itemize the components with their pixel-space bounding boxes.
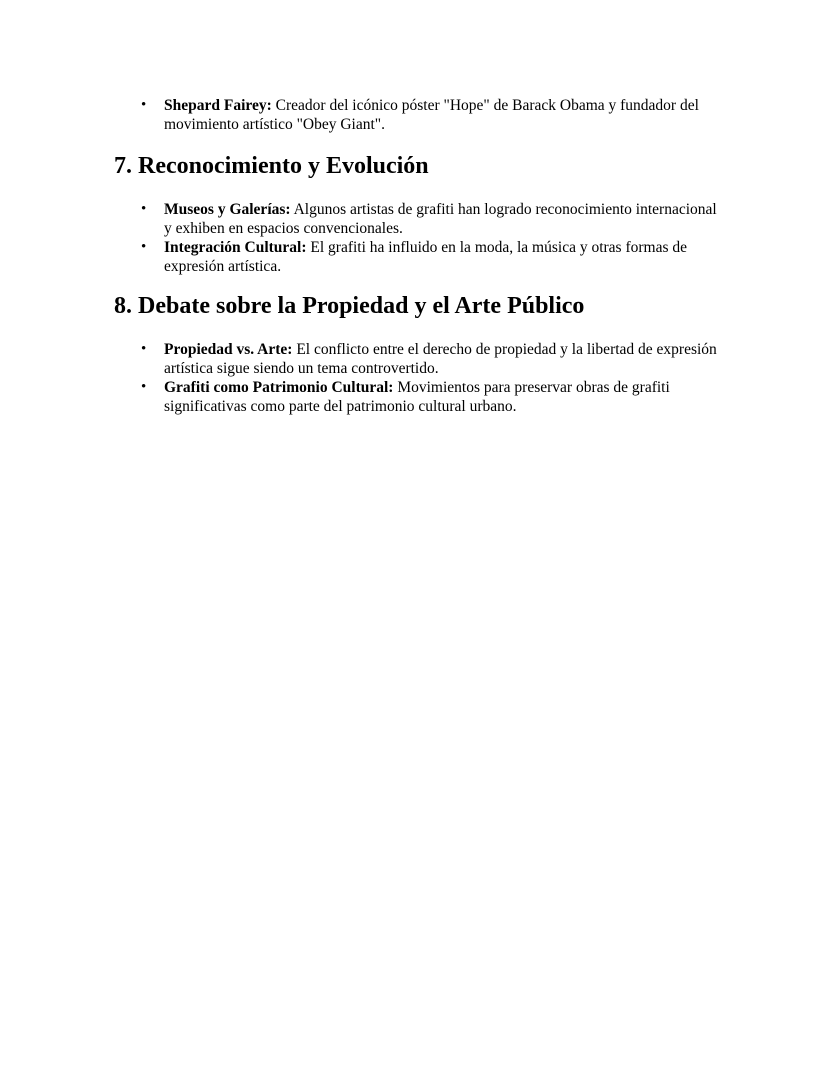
item-text: Creador del icónico póster "Hope" de Barack Obama y fundador del movimiento artístico "Obey Giant". [164,97,699,133]
item-label: Shepard Fairey: [164,97,272,114]
item-text: Algunos artistas de grafiti han logrado reconocimiento internacional y exhiben en espacios convencionales. [164,201,717,237]
section-heading-8: 8. Debate sobre la Propiedad y el Arte Público [114,293,585,319]
list-item [0,96,828,134]
list-item [0,340,828,378]
section-8-list [0,340,828,416]
item-text: El conflicto entre el derecho de propiedad y la libertad de expresión artística sigue siendo un tema controvertido. [164,341,717,377]
item-label: Museos y Galerías: [164,201,291,218]
item-label: Grafiti como Patrimonio Cultural: [164,379,394,396]
item-text: El grafiti ha influido en la moda, la música y otras formas de expresión artística. [164,239,688,275]
bullet-icon: • [141,201,147,217]
bullet-icon: • [141,239,147,255]
item-label: Integración Cultural: [164,239,307,256]
item-text: Movimientos para preservar obras de grafiti significativas como parte del patrimonio cultural urbano. [164,379,670,415]
bullet-icon: • [141,341,147,357]
item-label: Propiedad vs. Arte: [164,341,293,358]
bullet-icon: • [141,379,147,395]
list-item [0,200,828,238]
bullet-icon: • [141,97,147,113]
section-heading-7: 7. Reconocimiento y Evolución [114,153,429,179]
section-7-list [0,200,828,276]
list-item [0,378,828,416]
list-item [0,238,828,276]
intro-list [0,96,828,134]
